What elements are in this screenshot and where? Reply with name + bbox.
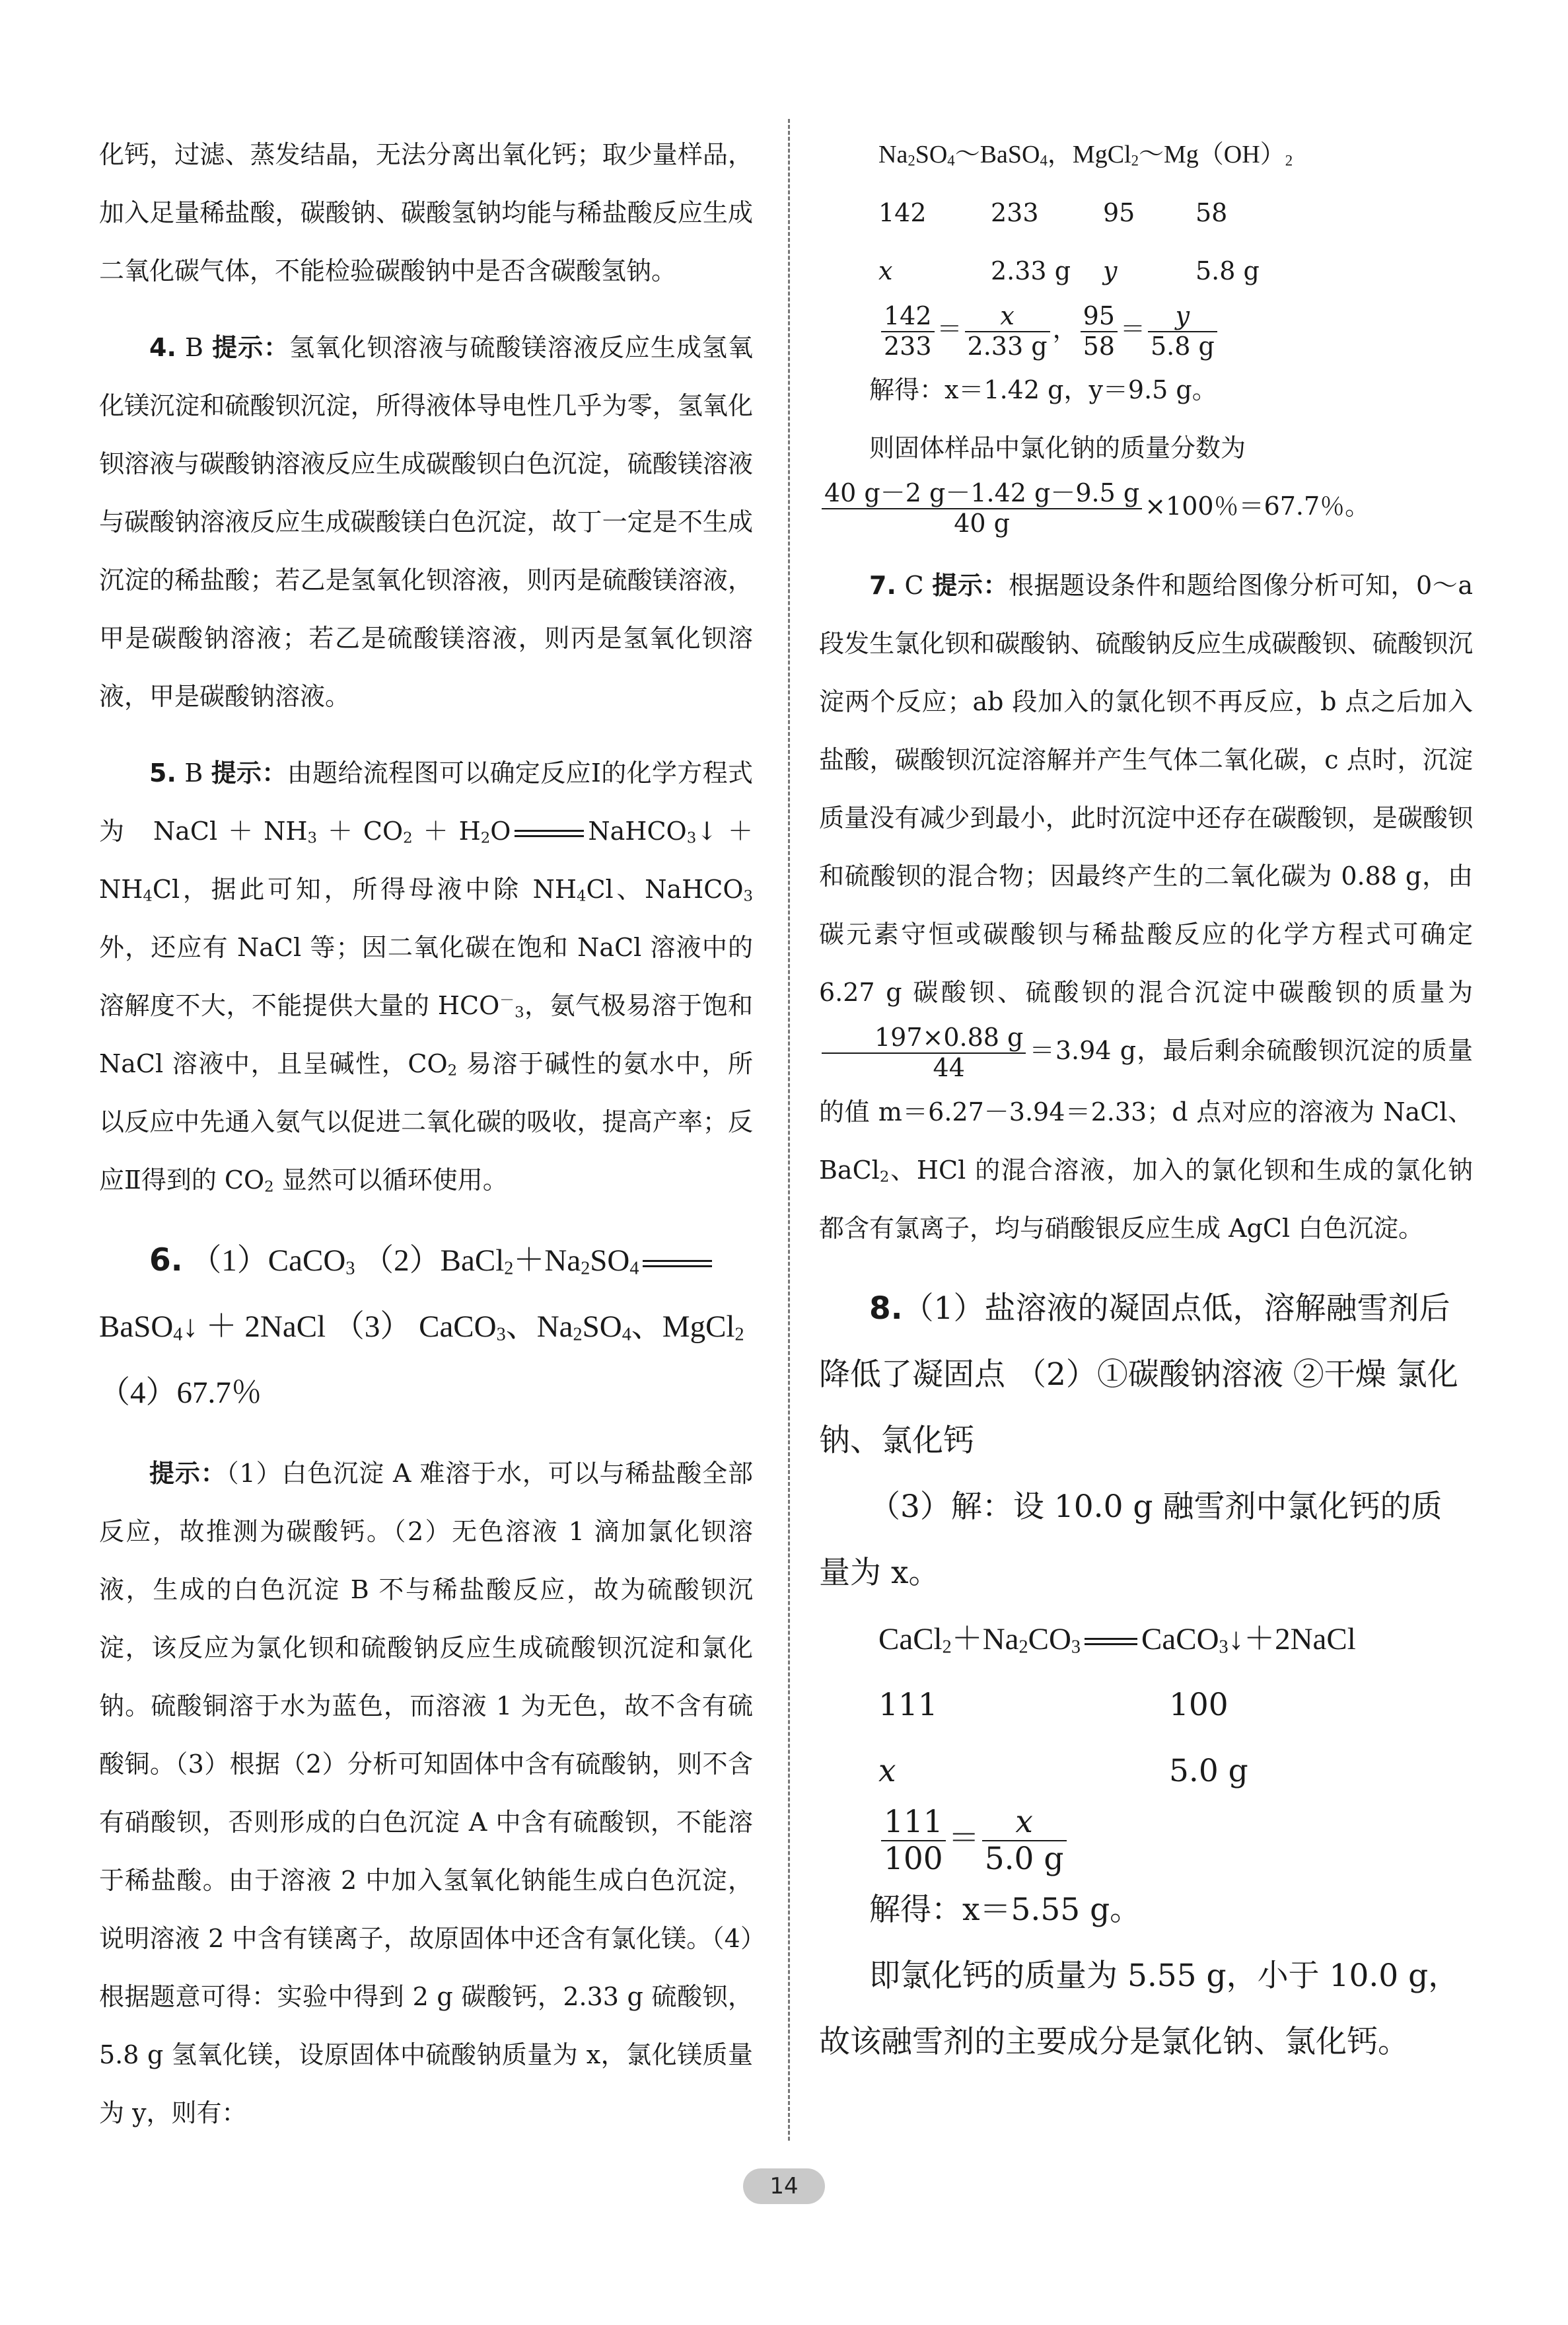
answer-8-part-3: （3）解：设 10.0 g 融雪剂中氯化钙的质量为 x。 <box>819 1488 1443 1591</box>
reaction-equation: $CaCl_2+Na_2CO_3$ CaCO$_3$↓＋2NaCl <box>878 1621 1356 1658</box>
answer-4: 4. B 提示：氢氧化钡溶液与硫酸镁溶液反应生成氢氧化镁沉淀和硫酸钡沉淀，所得液体导电性几乎为零，氢氧化钡溶液与碳酸钠溶液反应生成碳酸钡白色沉淀，硫酸镁溶液与碳酸钠溶液反应生成碳酸镁白色沉淀，故丁一定是不生成沉淀的稀盐酸；若乙是氢氧化钡溶液，则丙是硫酸镁溶液，甲是碳酸钠溶液；若乙是硫酸镁溶液，则丙是氢氧化钡溶液，甲是碳酸钠溶液。 <box>99 333 753 711</box>
mass-fraction-calc: $\frac{40 g-2 g-1.42 g-9.5 g}{40 g}$ ×100％＝67.7％。 <box>819 477 1473 538</box>
column-divider <box>788 119 790 2141</box>
answer-6-hint: 提示：（1）白色沉淀 A 难溶于水，可以与稀盐酸全部反应，故推测为碳酸钙。（2）无色溶液 1 滴加氯化钡溶液，生成的白色沉淀 B 不与稀盐酸反应，故为硫酸钡沉淀，该反应为氯化钡和硫酸钠反应生成硫酸钡沉淀和氯化钠。硫酸铜溶于水为蓝色，而溶液 1 为无色，故不含有硫酸铜。（3）根据（2）分析可知固体中含有硫酸钠，则不含有硝酸钡，否则形成的白色沉淀 A 中含有硫酸钡，不能溶于稀盐酸。由于溶液 2 中加入氢氧化钠能生成白色沉淀，说明溶液 2 中含有镁离子，故原固体中还含有氯化镁。（4）根据题意可得：实验中得到 2 g 碳酸钙，2.33 g 硫酸钡，5.8 g 氢氧化镁，设原固体中硫酸钠质量为 x，氯化镁质量为 y，则有： <box>99 1459 753 2127</box>
answer-8: 8.（1）盐溶液的凝固点低，溶解融雪剂后降低了凝固点 （2）①碳酸钠溶液 ②干燥 氯化钠、氯化钙 <box>819 1290 1458 1459</box>
solution-1: 解得：x＝1.42 g，y＝9.5 g。 <box>869 375 1217 405</box>
relation-line: $Na_2SO_4\sim BaSO_4$，$MgCl_2\sim Mg(OH)_2$ <box>878 141 1293 169</box>
solution-2: 解得：x＝5.55 g。 <box>869 1891 1141 1928</box>
hint-label: 提示： <box>211 758 287 788</box>
answer-choice: B <box>184 758 203 788</box>
proportion-equations: $\frac{142}{233}$ ＝ $\frac{x}{2.33 g}$ ， $\frac{95}{58}$ ＝ $\frac{y}{5.8 g}$ <box>819 300 1473 361</box>
answer-choice: B <box>185 333 203 362</box>
ratio-row-4: x 5.0 g <box>878 1752 1248 1789</box>
hint-label: 提示： <box>212 333 290 362</box>
answer-6: 6. （1）CaCO$_3$ $(2)BaCl_2+Na_2SO_4BaSO_4↓$ ＋ 2NaCl （3） CaCO$_3$、$Na_2SO_4$、MgCl$_2$ （4）67.7％ <box>99 1242 744 1410</box>
answer-5: 5. B 提示：由题给流程图可以确定反应Ⅰ的化学方程式为 $NaCl+NH_3+CO_2+H_2O$ $NaHCO_3↓+NH_4Cl$，据此可知，所得母液中除 $NH_4Cl$、NaHCO$_3$ 外，还应有 NaCl 等；因二氧化碳在饱和 NaCl 溶液中的溶解度不大，不能提供大量的 $HCO^-_3$，氨气极易溶于饱和 NaCl 溶液中，且呈碱性，$CO_2$ 易溶于碱性的氨水中，所以反应中先通入氨气以促进二氧化碳的吸收，提高产率；反应Ⅱ得到的 $CO_2$ 显然可以循环使用。 <box>99 758 754 1196</box>
answer-choice: C <box>904 571 924 601</box>
reaction-equals-sign <box>1085 1638 1137 1645</box>
answer-7: 7. C 提示：根据题设条件和题给图像分析可知，0～a 段发生氯化钡和碳酸钠、硫酸钠反应生成碳酸钡、硫酸钡沉淀两个反应；ab 段加入的氯化钡不再反应，b 点之后加入盐酸，碳酸钡沉淀溶解并产生气体二氧化碳，c 点时，沉淀质量没有减少到最小，此时沉淀中还存在碳酸钡，是碳酸钡和硫酸钡的混合物；因最终产生的二氧化碳为 0.88 g，由碳元素守恒或碳酸钡与稀盐酸反应的化学方程式可确定 6.27 g 碳酸钡、硫酸钡的混合沉淀中碳酸钡的质量为 $\frac{197\times 0.88 g}{44}$ ＝3.94 g，最后剩余硫酸钡沉淀的质量的值 m＝6.27－3.94＝2.33；d 点对应的溶液为 NaCl、BaCl$_2$、HCl 的混合溶液，加入的氯化钡和生成的氯化钠都含有氯离子，均与硝酸银反应生成 AgCl 白色沉淀。 <box>819 571 1473 1243</box>
hint-label: 提示： <box>149 1459 227 1488</box>
page-number: 14 <box>743 2168 825 2204</box>
hint-label: 提示： <box>932 571 1009 601</box>
ratio-row-1: 142 233 95 58 <box>878 198 1228 227</box>
mass-fraction-intro: 则固体样品中氯化钠的质量分数为 <box>869 433 1246 463</box>
reaction-equals-sign <box>515 830 584 837</box>
reaction-equals-sign <box>643 1260 712 1267</box>
right-column <box>819 126 1473 2075</box>
paragraph-continued: 化钙，过滤、蒸发结晶，无法分离出氧化钙；取少量样品，加入足量稀盐酸，碳酸钠、碳酸氢钠均能与稀盐酸反应生成二氧化碳气体，不能检验碳酸钠中是否含碳酸氢钠。 <box>99 140 753 285</box>
ratio-row-3: 111 100 <box>878 1686 1229 1723</box>
left-column <box>99 126 753 2142</box>
ratio-row-2: x 2.33 g y 5.8 g <box>878 256 1260 285</box>
proportion-equation-2: $\frac{111}{100}$ ＝ $\frac{x}{5.0 g}$ <box>819 1804 1473 1877</box>
conclusion: 即氯化钙的质量为 5.55 g，小于 10.0 g，故该融雪剂的主要成分是氯化钠、氯化钙。 <box>819 1957 1460 2060</box>
